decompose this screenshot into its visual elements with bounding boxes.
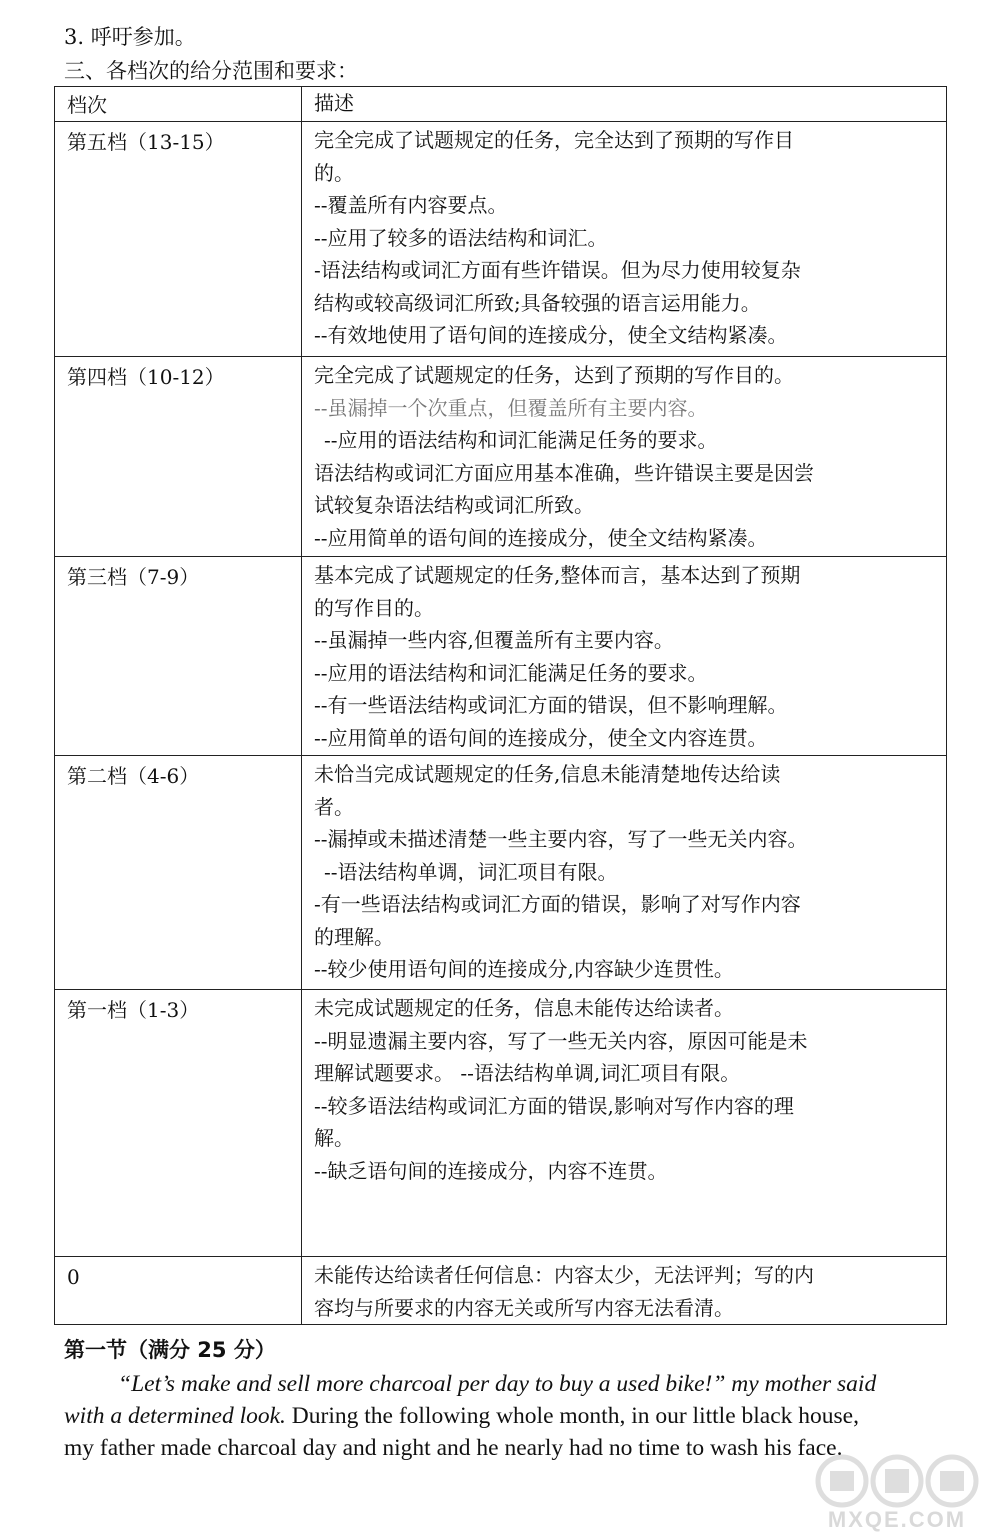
header-description: 描述 (302, 87, 947, 122)
description-line: --应用简单的语句间的连接成分，使全文内容连贯。 (314, 725, 768, 750)
description-line: 试较复杂语法结构或词汇所致。 (314, 493, 594, 517)
level-cell: 第五档（13-15） (55, 122, 302, 357)
description-line: 的写作目的。 (314, 595, 434, 620)
description-cell (302, 357, 947, 557)
description-line: --较多语法结构或词汇方面的错误,影响对写作内容的理 (314, 1093, 794, 1118)
table-row (55, 122, 947, 357)
table-row (55, 756, 947, 990)
description-line: --应用了较多的语法结构和词汇。 (314, 225, 608, 250)
description-cell (302, 756, 947, 990)
description-line: --应用的语法结构和词汇能满足任务的要求。 (324, 428, 718, 452)
description-line: 的。 (314, 160, 354, 185)
level-cell: 第二档（4-6） (55, 756, 302, 990)
level-cell: 第一档（1-3） (55, 990, 302, 1257)
description-line: 未完成试题规定的任务，信息未能传达给读者。 (314, 996, 734, 1020)
description-line: 未恰当完成试题规定的任务,信息未能清楚地传达给读 (314, 762, 781, 786)
description-line: 完全完成了试题规定的任务，完全达到了预期的写作目 (314, 128, 794, 152)
description-line: 语法结构或词汇方面应用基本准确，些许错误主要是因尝 (314, 460, 814, 485)
description-line: 容均与所要求的内容无关或所写内容无法看清。 (314, 1295, 734, 1320)
description-line: --有效地使用了语句间的连接成分，使全文结构紧凑。 (314, 323, 788, 347)
section-heading: 第一节（满分 25 分） (64, 1338, 276, 1362)
description-line: --明显遗漏主要内容，写了一些无关内容，原因可能是未 (314, 1028, 808, 1053)
description-line: --虽漏掉一些内容,但覆盖所有主要内容。 (314, 628, 674, 652)
level-cell: 第三档（7-9） (55, 557, 302, 756)
description-line: 者。 (314, 794, 354, 819)
passage-line: my father made charcoal day and night and he nearly had no time to wash his face. (64, 1435, 843, 1461)
description-line: --应用的语法结构和词汇能满足任务的要求。 (314, 660, 708, 685)
passage-line (64, 1368, 944, 1400)
description-line: 解。 (314, 1126, 354, 1150)
watermark-emblem-icon (802, 1453, 992, 1509)
passage-line (64, 1400, 944, 1432)
table-header-row (55, 87, 947, 122)
description-line: --应用简单的语句间的连接成分，使全文结构紧凑。 (314, 525, 768, 550)
table-row (55, 357, 947, 557)
description-line: 理解试题要求。 --语法结构单调,词汇项目有限。 (314, 1061, 741, 1085)
table-row (55, 990, 947, 1257)
header-level: 档次 (55, 87, 302, 122)
passage-italic-tail: with a determined look. (64, 1403, 286, 1429)
passage-italic-quote: “Let’s make and sell more charcoal per day to buy a used bike!” my mother said (118, 1371, 877, 1397)
grading-table (54, 86, 947, 1325)
description-line: --覆盖所有内容要点。 (314, 193, 508, 217)
description-line: --缺乏语句间的连接成分，内容不连贯。 (314, 1158, 668, 1183)
description-line: 基本完成了试题规定的任务,整体而言，基本达到了预期 (314, 563, 801, 587)
description-cell (302, 990, 947, 1257)
passage (64, 1368, 944, 1464)
table-row (55, 1257, 947, 1325)
description-line: -有一些语法结构或词汇方面的错误，影响了对写作内容 (314, 892, 801, 916)
numbered-item-3: 3. 呼吁参加。 (64, 25, 196, 49)
description-line: --有一些语法结构或词汇方面的错误，但不影响理解。 (314, 693, 788, 717)
description-line: 完全完成了试题规定的任务，达到了预期的写作目的。 (314, 363, 794, 387)
description-line: --漏掉或未描述清楚一些主要内容，写了一些无关内容。 (314, 827, 808, 851)
description-line: 的理解。 (314, 924, 394, 949)
table-row (55, 557, 947, 756)
watermark-logo (802, 1453, 992, 1533)
description-cell (302, 122, 947, 357)
description-line: 结构或较高级词汇所致;具备较强的语言运用能力。 (314, 290, 761, 315)
description-line: --较少使用语句间的连接成分,内容缺少连贯性。 (314, 957, 734, 981)
level-cell: 0 (55, 1257, 302, 1325)
passage-text: During the following whole month, in our little black house, (285, 1403, 859, 1429)
description-cell (302, 557, 947, 756)
description-cell (302, 1257, 947, 1325)
level-cell: 第四档（10-12） (55, 357, 302, 557)
description-line: --语法结构单调，词汇项目有限。 (324, 859, 618, 884)
description-line: 未能传达给读者任何信息：内容太少，无法评判；写的内 (314, 1263, 814, 1287)
description-line: -语法结构或词汇方面有些许错误。但为尽力使用较复杂 (314, 258, 801, 282)
watermark-text: MXQE.COM (827, 1507, 967, 1532)
grading-section-title: 三、各档次的给分范围和要求： (64, 59, 358, 83)
description-line: --虽漏掉一个次重点，但覆盖所有主要内容。 (314, 395, 708, 420)
